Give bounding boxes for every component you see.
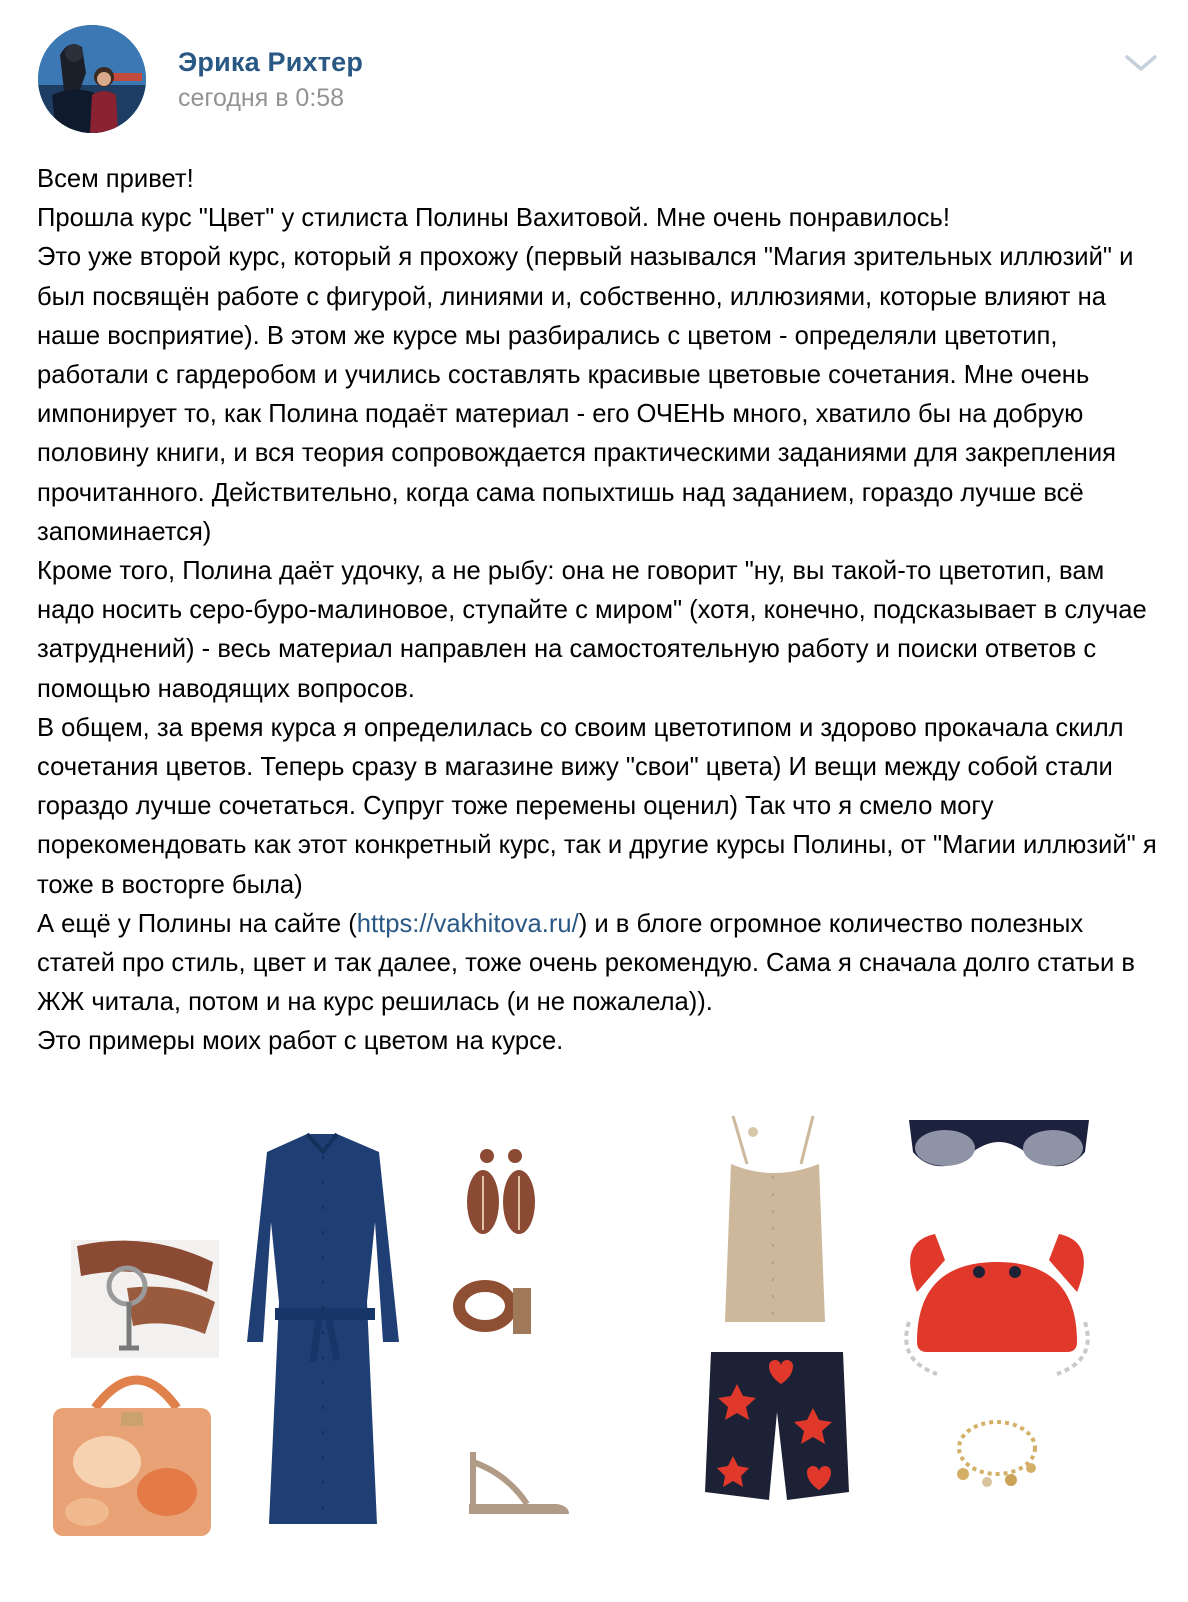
photo-attachments (37, 1112, 1157, 1552)
author-name[interactable]: Эрика Рихтер (178, 47, 364, 77)
avatar-photo (38, 25, 146, 133)
post-text-part-1: Всем привет! Прошла курс "Цвет" у стилиста Полины Вахитовой. Мне очень понравилось! Это уже второй курс, который я прохожу (первый назывался "Магия зрительных иллюзий" и был посвящён работе с фигурой, линиями и, собственно, иллюзиями, которые влияют на наше восприятие). В этом же курсе мы разбирались с цветом - определяли цветотип, работали с гардеробом и учились составлять красивые цветовые сочетания. Мне очень импонирует то, как Полина подаёт материал - его ОЧЕНЬ много, хватило бы на добрую половину книги, и вся теория сопровождается практическими заданиями для закрепления прочитанного. Действительно, когда сама попыхтишь над заданием, гораздо лучше всё запоминается) Кроме того, Полина даёт удочку, а не рыбу: она не говорит "ну, вы такой-то цветотип, вам надо носить серо-буро-малиновое, ступайте с миром" (хотя, конечно, подсказывает в случае затруднений) - весь материал направлен на самостоятельную работу и поиски ответов с помощью наводящих вопросов. В общем, за время курса я определилась со своим цветотипом и здорово прокачала скилл сочетания цветов. Теперь сразу в магазине вижу "свои" цвета) И вещи между собой стали гораздо лучше сочетаться. Супруг тоже перемены оценил) Так что я смело могу порекомендовать как этот конкретный курс, так и другие курсы Полины, от "Магии иллюзий" я тоже в восторге была) А ещё у Полины на сайте ( (37, 165, 1157, 938)
photo-collage-outfit-red[interactable] (687, 1112, 1147, 1552)
post-text-part-2: ) и в блоге огромное количество полезных статей про стиль, цвет и так далее, тоже очень рекомендую. Сама я сначала долго статьи в ЖЖ читала, потом и на курс решилась (и не пожалела)). Это примеры моих работ с цветом на курсе. (37, 909, 1136, 1056)
post-date[interactable]: сегодня в 0:58 (178, 84, 345, 112)
photo-collage-outfit-denim[interactable] (37, 1112, 597, 1552)
site-link[interactable]: https://vakhitova.ru/ (356, 909, 579, 938)
belt-image (71, 1240, 219, 1358)
chevron-down-icon[interactable] (1124, 53, 1158, 73)
post-header (38, 25, 1158, 135)
post-text (37, 160, 1157, 1062)
author-avatar[interactable] (38, 25, 146, 133)
